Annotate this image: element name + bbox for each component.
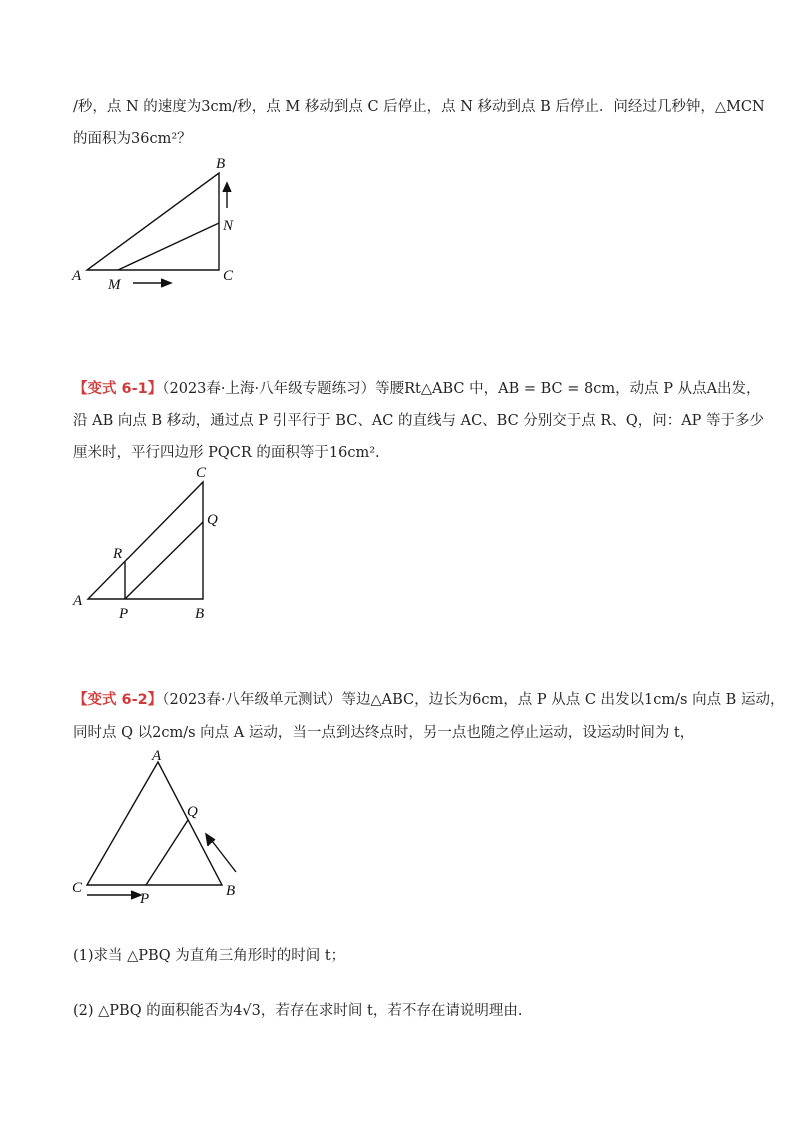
label-c: C (72, 880, 83, 896)
variant-2-tag: 【变式 6-2】 (73, 692, 163, 708)
variant-1-tag: 【变式 6-1】 (73, 381, 163, 397)
question-1: (1)求当 △PBQ 为直角三角形时的时间 t； (73, 948, 346, 964)
arrow-n-up-head (223, 183, 231, 192)
label-c: C (196, 465, 207, 481)
arrow-m-right-head (161, 279, 171, 287)
variant-1-line-1 (73, 378, 761, 400)
label-q: Q (187, 804, 198, 820)
label-a: A (72, 268, 82, 284)
variant-2-line-2: 同时点 Q 以2cm/s 向点 A 运动，当一点到达终点时，另一点也随之停止运动，设运动时间为 t， (73, 725, 695, 741)
question-2: (2) △PBQ 的面积能否为4√3，若存在求时间 t，若不存在请说明理由. (73, 1003, 523, 1019)
label-b: B (195, 606, 205, 622)
intro-line-1: /秒，点 N 的速度为3cm/秒，点 M 移动到点 C 后停止，点 N 移动到点 B 后停止．问经过几秒钟，△MCN (73, 99, 765, 115)
variant-1-line-3: 厘米时，平行四边形 PQCR 的面积等于16cm². (73, 445, 380, 461)
intro-line-2: 的面积为36cm²？ (73, 131, 192, 147)
label-p: P (119, 606, 129, 622)
segment-pq (146, 820, 188, 885)
label-a: A (73, 593, 83, 609)
segment-mn (118, 223, 219, 270)
variant-2-text-1: （2023春·八年级单元测试）等边△ABC，边长为6cm，点 P 从点 C 出发以1cm/s 向点 B 运动， (162, 692, 785, 708)
label-m: M (108, 277, 121, 293)
triangle-abc (87, 173, 219, 270)
variant-1-text-1: （2023春·上海·八年级专题练习）等腰Rt△ABC 中，AB = BC = 8cm，动点 P 从点A出发， (162, 381, 761, 397)
figure-parallelogram-pqcr (60, 462, 230, 622)
figure-triangle-mcn (60, 150, 260, 295)
segment-pq (125, 522, 203, 599)
variant-1-line-2: 沿 AB 向点 B 移动，通过点 P 引平行于 BC、AC 的直线与 AC、BC 分别交于点 R、Q，问：AP 等于多少 (73, 413, 765, 429)
label-a: A (152, 748, 162, 764)
label-c: C (223, 268, 234, 284)
label-b: B (226, 883, 236, 899)
label-r: R (113, 546, 123, 562)
label-p: P (140, 891, 150, 907)
label-q: Q (207, 512, 218, 528)
variant-2-line-1 (73, 689, 785, 711)
label-b: B (216, 156, 226, 172)
label-n: N (223, 218, 234, 234)
figure-equilateral-abc (60, 745, 260, 910)
triangle-abc (87, 762, 222, 885)
triangle-abc (88, 482, 203, 599)
arrow-q-direction-head (206, 834, 215, 846)
